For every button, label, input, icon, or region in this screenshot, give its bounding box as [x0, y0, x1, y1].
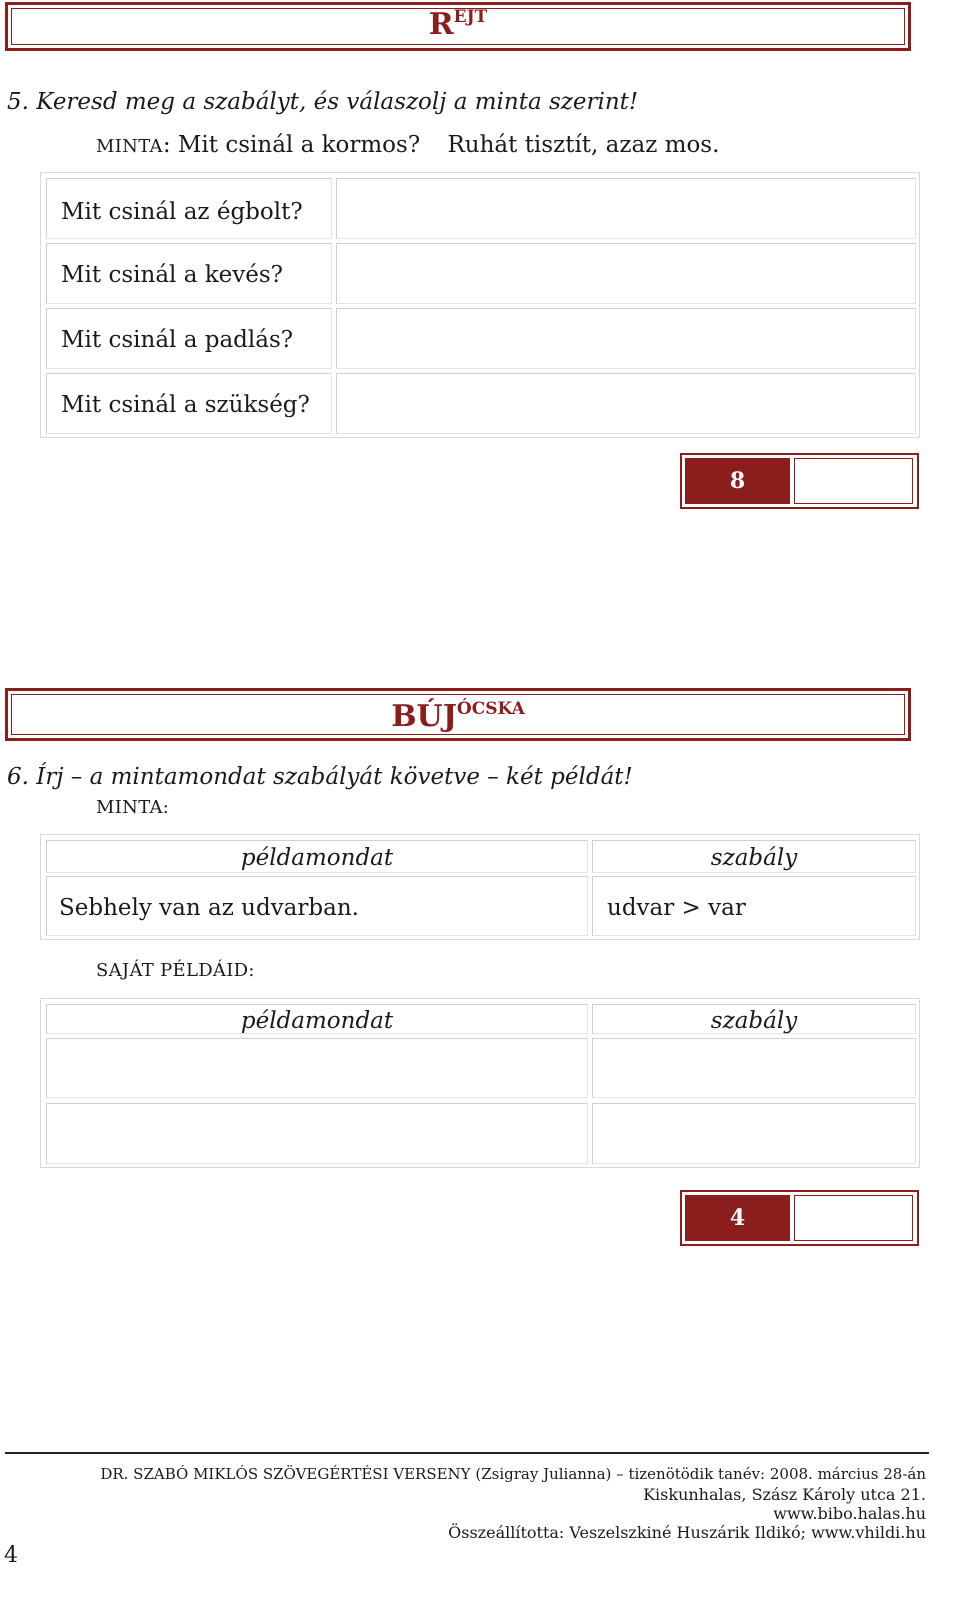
own-rule-input-2[interactable] — [592, 1103, 916, 1164]
max-points: 8 — [685, 458, 790, 504]
minta-label: MINTA — [96, 136, 163, 157]
own-rule-input-1[interactable] — [592, 1038, 916, 1098]
max-points: 4 — [685, 1195, 790, 1241]
column-header-sentence: példamondat — [46, 1004, 588, 1034]
column-header-sentence: példamondat — [46, 840, 588, 873]
answer-table-5 — [40, 172, 920, 438]
score-box-6 — [680, 1190, 919, 1246]
own-sentence-input-2[interactable] — [46, 1103, 588, 1164]
question-cell: Mit csinál a szükség? — [46, 373, 332, 434]
minta-answer: Ruhát tisztít, azaz mos. — [447, 132, 720, 158]
own-examples-label: SAJÁT PÉLDÁID: — [96, 960, 255, 981]
minta-line-5: MINTA: Mit csinál a kormos? Ruhát tisztít, azaz mos. — [96, 132, 720, 158]
question-6: 6. Írj – a mintamondat szabályát követve – két példát! — [7, 764, 633, 790]
footer-rule — [5, 1452, 929, 1454]
points-input[interactable] — [794, 1195, 913, 1241]
answer-input-cell[interactable] — [336, 373, 916, 434]
footer-line-3: www.bibo.halas.hu — [773, 1504, 926, 1523]
column-header-rule: szabály — [592, 1004, 916, 1034]
example-rule-cell: udvar > var — [592, 876, 916, 936]
answer-input-cell[interactable] — [336, 308, 916, 369]
section-banner-rejt — [5, 2, 911, 51]
answer-input-cell[interactable] — [336, 243, 916, 304]
own-examples-table — [40, 998, 920, 1168]
footer-line-4: Összeállította: Veszelszkiné Huszárik Ildikó; www.vhildi.hu — [448, 1523, 926, 1542]
section-banner-bujocska — [5, 688, 911, 741]
section-title-rejt: REJT — [428, 7, 488, 42]
score-box-5 — [680, 453, 919, 509]
question-5: 5. Keresd meg a szabályt, és válaszolj a minta szerint! — [7, 89, 639, 115]
section-title-bujocska: BÚJÓCSKA — [391, 699, 525, 734]
own-sentence-input-1[interactable] — [46, 1038, 588, 1098]
answer-input-cell[interactable] — [336, 178, 916, 239]
points-input[interactable] — [794, 458, 913, 504]
question-cell: Mit csinál a padlás? — [46, 308, 332, 369]
minta-label-6: MINTA: — [96, 797, 170, 818]
footer-line-2: Kiskunhalas, Szász Károly utca 21. — [643, 1485, 926, 1504]
minta-question: Mit csinál a kormos? — [177, 132, 421, 158]
question-cell: Mit csinál a kevés? — [46, 243, 332, 304]
question-cell: Mit csinál az égbolt? — [46, 178, 332, 239]
footer-line-1: DR. SZABÓ MIKLÓS SZÖVEGÉRTÉSI VERSENY (Zsigray Julianna) – tizenötödik tanév: 2008. március 28-án — [100, 1465, 926, 1483]
example-table-6 — [40, 834, 920, 940]
column-header-rule: szabály — [592, 840, 916, 873]
example-sentence-cell: Sebhely van az udvarban. — [46, 876, 588, 936]
page-number: 4 — [4, 1543, 18, 1568]
